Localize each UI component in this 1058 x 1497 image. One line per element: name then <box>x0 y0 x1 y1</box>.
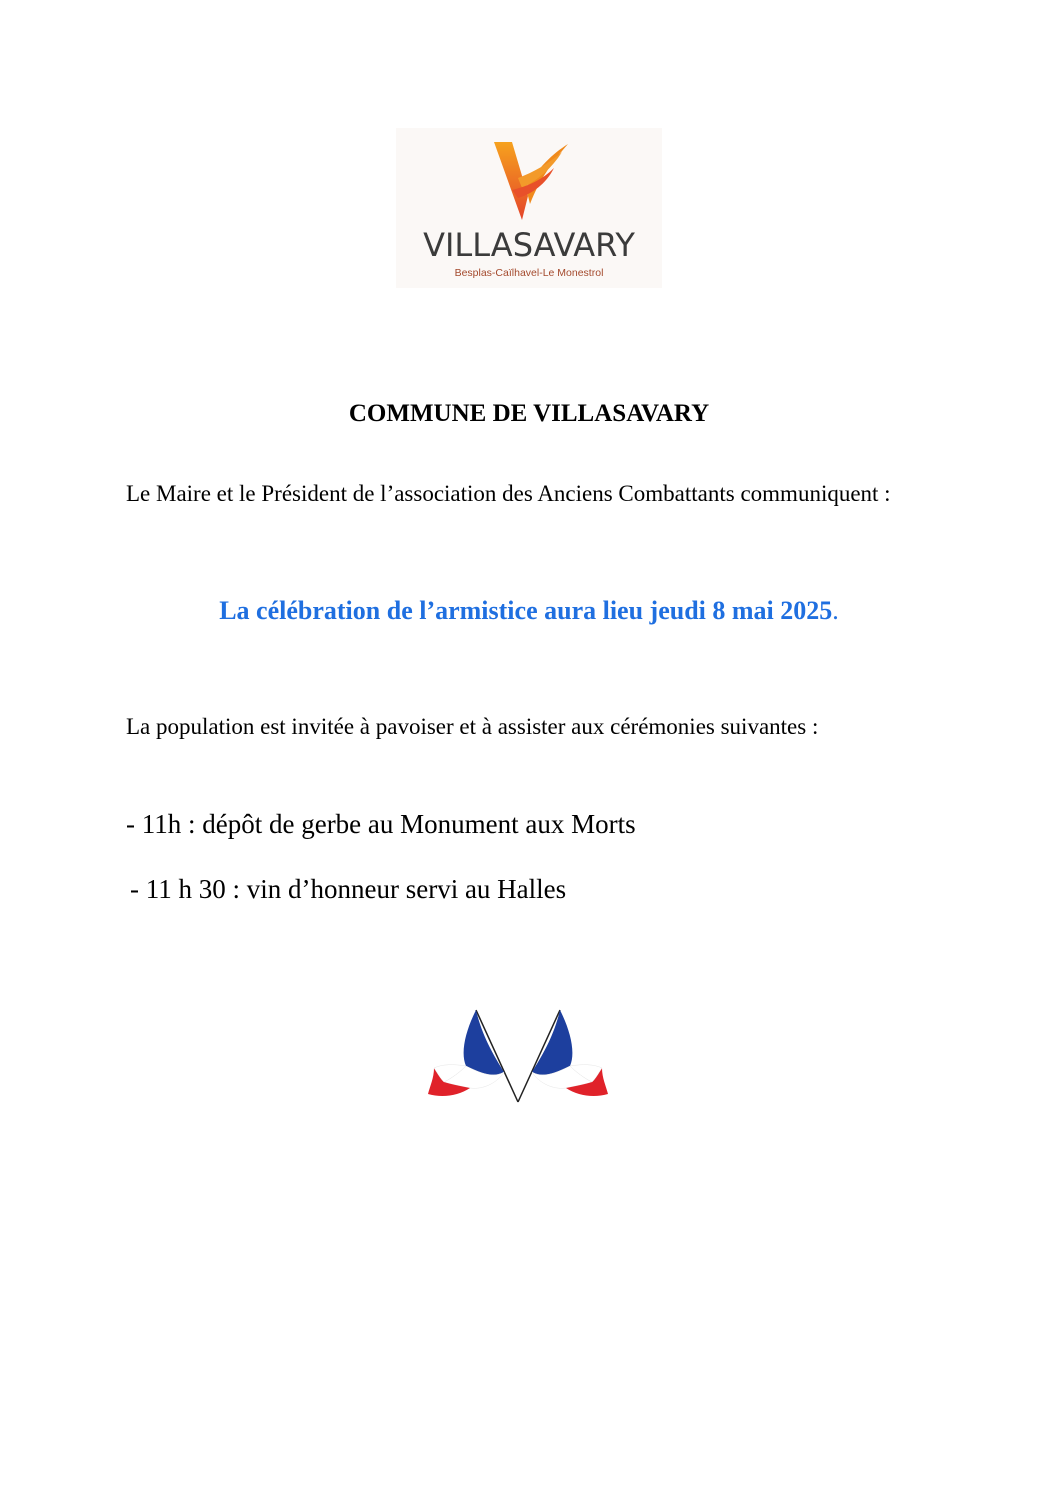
villasavary-v-logo-icon <box>488 138 572 222</box>
commune-logo <box>396 128 662 288</box>
invite-paragraph: La population est invitée à pavoiser et à assister aux cérémonies suivantes : <box>126 714 819 739</box>
event-item: - 11h : dépôt de gerbe au Monument aux Morts <box>126 809 636 839</box>
right-flag <box>518 1010 608 1102</box>
event-item: - 11 h 30 : vin d’honneur servi au Halles <box>130 874 567 904</box>
left-flag <box>428 1010 518 1102</box>
announcement-end: . <box>832 596 839 625</box>
announcement <box>0 594 1058 628</box>
logo-tagline: Besplas-Caïlhavel-Le Monestrol <box>454 267 604 279</box>
intro-paragraph: Le Maire et le Président de l’association des Anciens Combattants communiquent : <box>126 481 891 506</box>
logo-name: VILLASAVARY <box>423 226 635 264</box>
page-title: COMMUNE DE VILLASAVARY <box>348 400 710 427</box>
announcement-text: La célébration de l’armistice aura lieu jeudi 8 mai 2025 <box>219 596 833 625</box>
crossed-french-flags-icon <box>420 1006 616 1106</box>
